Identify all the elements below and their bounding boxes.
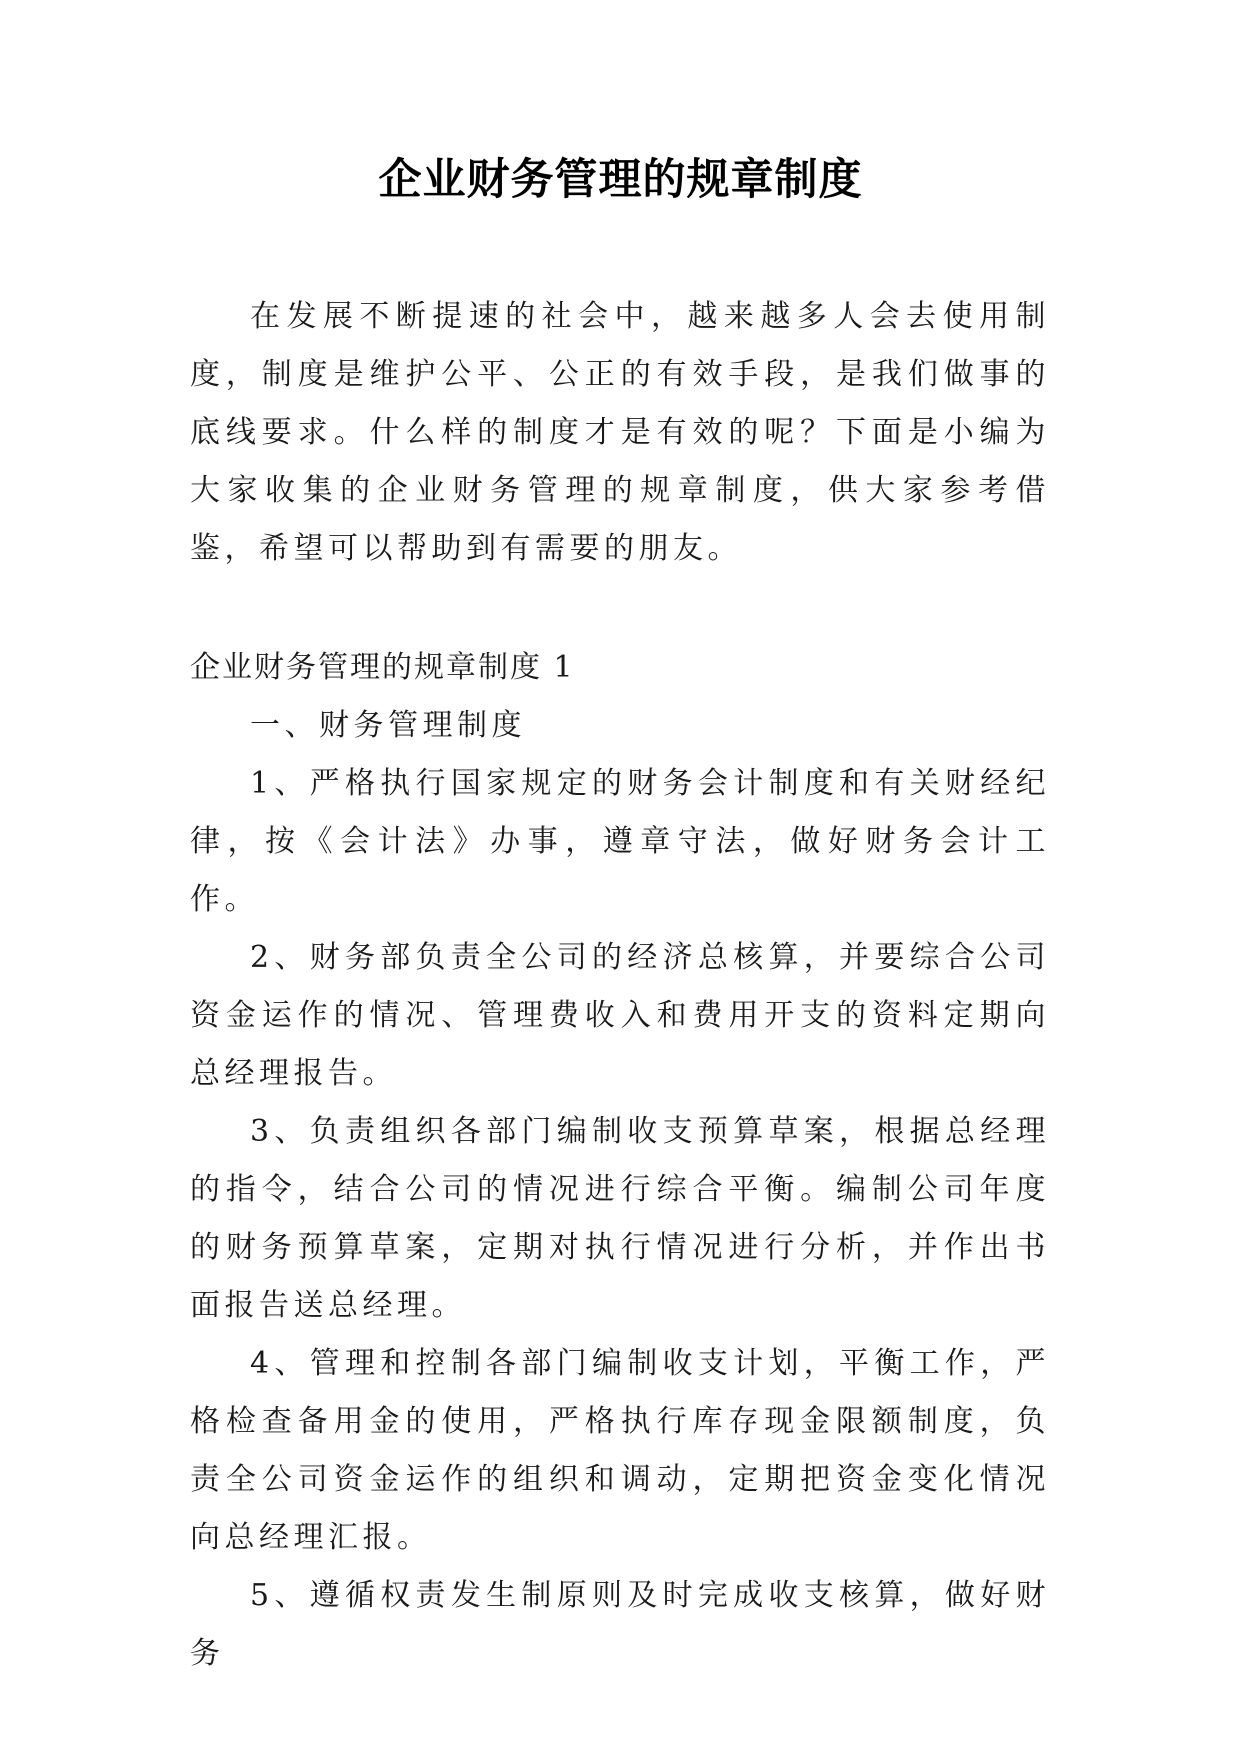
section-heading: 企业财务管理的规章制度 1 [190,650,575,685]
section-content [190,697,1050,1683]
document-title: 企业财务管理的规章制度 [378,155,863,205]
list-item: 5、遵循权责发生制原则及时完成收支核算，做好财务 [190,1578,1050,1671]
intro-paragraph: 在发展不断提速的社会中，越来越多人会去使用制度，制度是维护公平、公正的有效手段，是我们做事的底线要求。什么样的制度才是有效的呢？下面是小编为大家收集的企业财务管理的规章制度，供大家参考借鉴，希望可以帮助到有需要的朋友。 [190,299,1050,566]
list-item: 1、严格执行国家规定的财务会计制度和有关财经纪律，按《会计法》办事，遵章守法，做好财务会计工作。 [190,766,1050,917]
list-item: 4、管理和控制各部门编制收支计划，平衡工作，严格检查备用金的使用，严格执行库存现金限额制度，负责全公司资金运作的组织和调动，定期把资金变化情况向总经理汇报。 [190,1346,1050,1555]
intro-block [190,288,1050,578]
list-item: 3、负责组织各部门编制收支预算草案，根据总经理的指令，结合公司的情况进行综合平衡。编制公司年度的财务预算草案，定期对执行情况进行分析，并作出书面报告送总经理。 [190,1114,1050,1323]
list-item: 2、财务部负责全公司的经济总核算，并要综合公司资金运作的情况、管理费收入和费用开支的资料定期向总经理报告。 [190,940,1050,1091]
subheading: 一、财务管理制度 [250,708,526,743]
